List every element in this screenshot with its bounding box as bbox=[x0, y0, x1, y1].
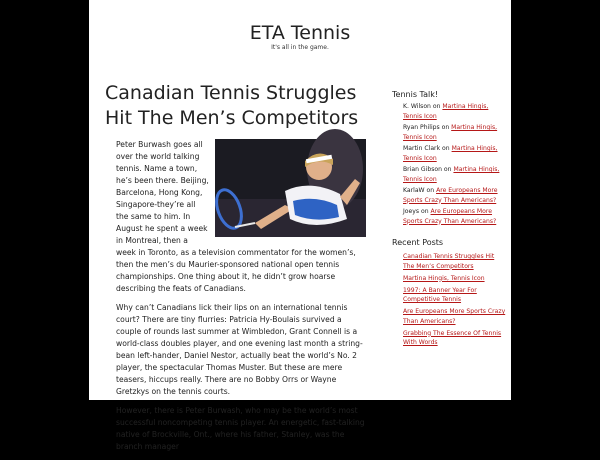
post-image bbox=[215, 139, 366, 237]
comment-author: KarlaW bbox=[403, 187, 425, 194]
post-title[interactable]: Canadian Tennis Struggles Hit The Men’s Competitors bbox=[105, 82, 359, 129]
list-item bbox=[403, 123, 507, 142]
comment-author: Ryan Philips bbox=[403, 124, 440, 131]
site-title[interactable]: ETA Tennis bbox=[249, 22, 351, 44]
list-item bbox=[403, 252, 507, 271]
list-item bbox=[403, 186, 507, 205]
recent-posts-widget-title: Recent Posts bbox=[392, 238, 444, 247]
post-body bbox=[116, 139, 366, 460]
post-paragraph-2: Why can’t Canadians lick their lips on an international tennis court? There are tiny flurries: Patricia Hy-Boulais survived a couple of rounds last summer at Wimbledon, Grant Connell is a world-class doubles player, and one evening last month a string-bean left-hander, Daniel Nestor, actually beat the world’s No. 2 player, the spectacular Thomas Muster. But these are mere teasers, hiccups really. There are no Bobby Orrs or Wayne Gretzkys on the tennis courts. bbox=[116, 303, 363, 396]
page-content bbox=[89, 0, 511, 451]
recent-post-link[interactable]: Are Europeans More Sports Crazy Than Americans? bbox=[403, 308, 506, 325]
recent-post-link[interactable]: Canadian Tennis Struggles Hit The Men’s Competitors bbox=[403, 253, 495, 270]
comment-post-link[interactable]: Martina Hingis, Tennis Icon bbox=[403, 145, 498, 162]
list-item bbox=[403, 329, 507, 348]
list-item bbox=[403, 165, 507, 184]
list-item bbox=[403, 307, 507, 326]
comment-author: K. Wilson bbox=[403, 103, 431, 110]
list-item bbox=[403, 102, 507, 121]
comment-post-link[interactable]: Martina Hingis, Tennis Icon bbox=[403, 103, 489, 120]
comment-post-link[interactable]: Martina Hingis, Tennis Icon bbox=[403, 166, 500, 183]
recent-post-link[interactable]: 1997: A Banner Year For Competitive Tennis bbox=[403, 286, 477, 303]
comment-on-text: on bbox=[421, 208, 429, 215]
site-tagline: It's all in the game. bbox=[271, 44, 329, 51]
comments-widget-title: Tennis Talk! bbox=[392, 90, 439, 99]
comment-on-text: on bbox=[441, 124, 450, 131]
post-paragraph-1: Peter Burwash goes all over the world talking tennis. Name a town, he’s been there. Beijing, Barcelona, Hong Kong, Singapore-they’re all the same to him. In August he spent a week in Montreal, then a week in Toronto, as a television commentator for the women’s, then the men’s du Maurier-sponsored national open tennis championships. One thing about it, he didn’t grow hoarse describing the feats of Canadians. bbox=[116, 140, 356, 293]
list-item bbox=[403, 286, 507, 305]
list-item bbox=[403, 274, 507, 284]
comment-post-link[interactable]: Martina Hingis, Tennis Icon bbox=[403, 124, 498, 141]
comment-author: Brian Gibson bbox=[403, 166, 442, 173]
recent-posts-list bbox=[403, 252, 507, 350]
comment-post-link[interactable]: Are Europeans More Sports Crazy Than Americans? bbox=[403, 187, 498, 204]
comment-on-text: on bbox=[432, 103, 441, 110]
list-item bbox=[403, 207, 507, 226]
list-item bbox=[403, 144, 507, 163]
comment-post-link[interactable]: Are Europeans More Sports Crazy Than Americans? bbox=[403, 208, 497, 225]
comment-on-text: on bbox=[426, 187, 435, 194]
recent-comments-list bbox=[403, 102, 507, 228]
post-paragraph-3: However, there is Peter Burwash, who may be the world’s most successful noncompeting tennis player. An energetic, fast-talking native of Brockville, Ont., where his father, Stanley, was the branch manager bbox=[116, 406, 365, 451]
recent-post-link[interactable]: Grabbing The Essence Of Tennis With Words bbox=[403, 329, 502, 346]
comment-author: Joeys bbox=[403, 208, 420, 215]
comment-on-text: on bbox=[443, 166, 452, 173]
comment-on-text: on bbox=[442, 145, 450, 152]
comment-author: Martin Clark bbox=[403, 145, 441, 152]
recent-post-link[interactable]: Martina Hingis, Tennis Icon bbox=[403, 274, 485, 282]
